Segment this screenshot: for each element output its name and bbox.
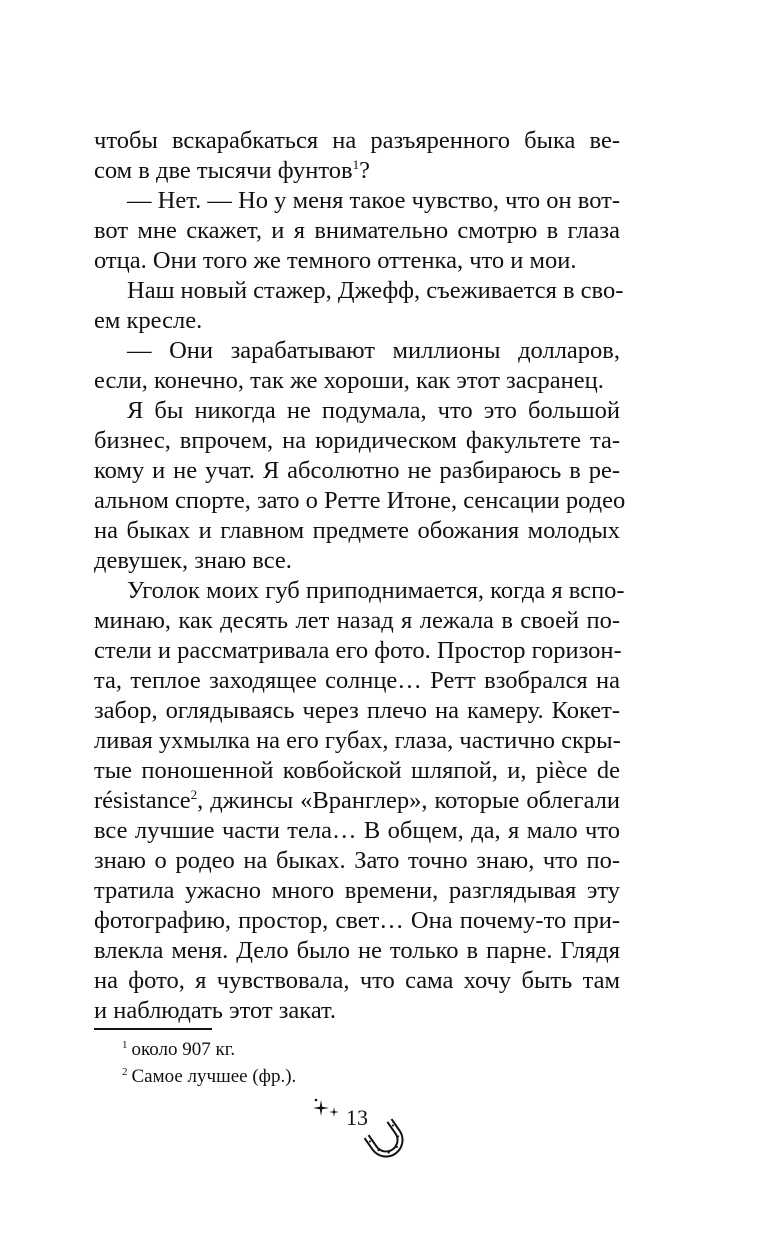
text-line: ем кресле. <box>94 307 203 334</box>
footnote-ref-1: 1 <box>352 157 360 172</box>
footnote-1 <box>122 1036 296 1063</box>
page-number: 13 <box>346 1105 368 1130</box>
footnote-text: Самое лучшее (фр.). <box>131 1066 297 1087</box>
footnote-text: около 907 кг. <box>131 1039 236 1060</box>
text-line: знаю о родео на быках. Зато точно знаю, что по- <box>94 847 620 874</box>
text-line: если, конечно, так же хороши, как этот засранец. <box>94 367 604 394</box>
text-line: ливая ухмылка на его губах, глаза, частично скры- <box>94 727 621 754</box>
text-line: кому и не учат. Я абсолютно не разбираюсь в ре- <box>94 457 620 484</box>
page-body <box>94 126 626 1026</box>
text-line: стели и рассматривала его фото. Простор горизон- <box>94 637 622 664</box>
sparkle-icon <box>312 1096 342 1122</box>
horseshoe-icon <box>364 1118 408 1162</box>
text-line: и наблюдать этот закат. <box>94 997 337 1024</box>
footnote-ref-2: 2 <box>190 787 198 802</box>
text-line: тые поношенной ковбойской шляпой, и, pièce de <box>94 757 620 784</box>
text-line: на быках и главном предмете обожания молодых <box>94 517 620 544</box>
text-line: Наш новый стажер, Джефф, съеживается в сво- <box>127 277 624 304</box>
footnote-mark: 2 <box>122 1066 128 1078</box>
text-line: отца. Они того же темного оттенка, что и мои. <box>94 247 577 274</box>
text-line: забор, оглядываясь через плечо на камеру. Кокет- <box>94 697 620 724</box>
text-line: минаю, как десять лет назад я лежала в своей по- <box>94 607 620 634</box>
text-line: альном спорте, зато о Ретте Итоне, сенсации родео <box>94 487 626 514</box>
text-line: бизнес, впрочем, на юридическом факультете та- <box>94 427 620 454</box>
text-line: фотографию, простор, свет… Она почему-то при- <box>94 907 620 934</box>
text-line: Я бы никогда не подумала, что это большой <box>127 397 620 424</box>
footnote-2 <box>122 1063 296 1090</box>
text-line: — Нет. — Но у меня такое чувство, что он вот- <box>127 187 620 214</box>
text-line: résistance$^2$, джинсы «Вранглер», которые облегали <box>94 787 620 814</box>
text-line: влекла меня. Дело было не только в парне. Глядя <box>94 937 620 964</box>
footnote-divider <box>94 1028 212 1030</box>
text-line: тратила ужасно много времени, разглядывая эту <box>94 877 620 904</box>
footnote-mark: 1 <box>122 1039 128 1051</box>
text-line: на фото, я чувствовала, что сама хочу быть там <box>94 967 620 994</box>
text-line: та, теплое заходящее солнце… Ретт взобрался на <box>94 667 620 694</box>
text-line: Уголок моих губ приподнимается, когда я вспо- <box>127 577 625 604</box>
footnotes <box>122 1036 296 1090</box>
text-line: все лучшие части тела… В общем, да, я мало что <box>94 817 620 844</box>
text-line: девушек, знаю все. <box>94 547 292 574</box>
text-line: чтобы вскарабкаться на разъяренного быка ве- <box>94 127 620 154</box>
text-line: сом в две тысячи фунтов$^1$? <box>94 157 370 184</box>
text-line: вот мне скажет, и я внимательно смотрю в глаза <box>94 217 620 244</box>
text-line: — Они зарабатывают миллионы долларов, <box>127 337 620 364</box>
folio <box>312 1096 422 1166</box>
